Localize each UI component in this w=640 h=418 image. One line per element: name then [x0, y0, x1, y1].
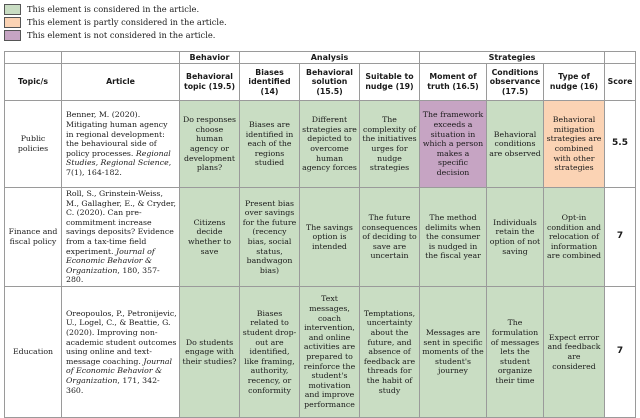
group-blank: [62, 52, 180, 64]
cell-solution: The savings option is intended: [300, 188, 360, 287]
article-text: Benner, M. (2020). Mitigating human agency in regional development: the behavioural side of policy processes.: [66, 110, 168, 158]
legend-swatch-purple: [4, 30, 21, 41]
cell-type: Behavioral mitigation strategies are combined with other strategies: [544, 101, 605, 188]
cell-solution: Different strategies are depicted to overcome human agency forces: [300, 101, 360, 188]
legend-label: This element is partly considered in the article.: [27, 17, 227, 27]
header-solution: Behavioral solution (15.5): [300, 64, 360, 101]
cell-topic: Finance and fiscal policy: [5, 188, 62, 287]
article-volume: , 180, 357-280.: [66, 265, 160, 285]
group-strategies: Strategies: [420, 52, 605, 64]
header-behavioral-topic: Behavioral topic (19.5): [180, 64, 240, 101]
article-journal: Journal of Economic Behavior & Organization: [66, 356, 173, 385]
cell-behavioral-topic: Citizens decide whether to save: [180, 188, 240, 287]
cell-score: 7: [605, 286, 636, 417]
group-header-row: [5, 52, 636, 64]
cell-behavioral-topic: Do responses choose human agency or development plans?: [180, 101, 240, 188]
cell-score: 7: [605, 188, 636, 287]
cell-behavioral-topic: Do students engage with their studies?: [180, 286, 240, 417]
cell-suitable: The complexity of the initiatives urges for nudge strategies: [360, 101, 420, 188]
article-text: Roll, S., Grinstein-Weiss, M., Gallagher, E., & Cryder, C. (2020). Can pre-commitment increase savings deposits? Evidence from a tax-time field experiment.: [66, 189, 176, 256]
group-analysis: Analysis: [240, 52, 420, 64]
cell-type: Opt-in condition and relocation of information are combined: [544, 188, 605, 287]
legend-item-considered: [4, 3, 227, 16]
cell-conditions: Individuals retain the option of not saving: [487, 188, 544, 287]
article-journal: Regional Studies, Regional Science: [66, 148, 171, 168]
table-row: [5, 286, 636, 417]
table-row: [5, 188, 636, 287]
cell-topic: Public policies: [5, 101, 62, 188]
header-article: Article: [62, 64, 180, 101]
header-type: Type of nudge (16): [544, 64, 605, 101]
article-volume: , 7(1), 164-182.: [66, 158, 172, 177]
cell-conditions: Behavioral conditions are observed: [487, 101, 544, 188]
header-biases: Biases identified (14): [240, 64, 300, 101]
cell-biases: Biases are identified in each of the regions studied: [240, 101, 300, 188]
legend-item-partly: [4, 16, 227, 29]
legend-label: This element is not considered in the article.: [27, 30, 216, 40]
article-journal: Journal of Economic Behavior & Organization: [66, 246, 155, 275]
legend-swatch-orange: [4, 17, 21, 28]
cell-topic: Education: [5, 286, 62, 417]
header-moment: Moment of truth (16.5): [420, 64, 487, 101]
header-conditions: Conditions observance (17.5): [487, 64, 544, 101]
cell-article: [62, 101, 180, 188]
group-blank: [5, 52, 62, 64]
legend-swatch-green: [4, 4, 21, 15]
cell-type: Expect error and feedback are considered: [544, 286, 605, 417]
evaluation-table: [4, 51, 636, 418]
header-topic: Topic/s: [5, 64, 62, 101]
table-row: [5, 101, 636, 188]
legend-item-not: [4, 29, 227, 42]
column-header-row: [5, 64, 636, 101]
cell-biases: Biases related to student drop-out are identified, like framing, authority, recency, or conformity: [240, 286, 300, 417]
cell-suitable: The future consequences of deciding to save are uncertain: [360, 188, 420, 287]
article-volume: , 171, 342-360.: [66, 375, 160, 395]
header-score: Score: [605, 64, 636, 101]
cell-solution: Text messages, coach intervention, and online activities are prepared to reinforce the student's motivation and improve performance: [300, 286, 360, 417]
cell-moment: The method delimits when the consumer is nudged in the fiscal year: [420, 188, 487, 287]
cell-biases: Present bias over savings for the future (recency bias, social status, bandwagon bias): [240, 188, 300, 287]
header-suitable: Suitable to nudge (19): [360, 64, 420, 101]
cell-article: [62, 188, 180, 287]
group-behavior: Behavior: [180, 52, 240, 64]
cell-conditions: The formulation of messages lets the student organize their time: [487, 286, 544, 417]
legend: [4, 3, 227, 42]
cell-moment: Messages are sent in specific moments of the student's journey: [420, 286, 487, 417]
article-text: Oreopoulos, P., Petronijevic, U., Logel, C., & Beattie, G. (2020). Improving non-academic student outcomes using online and text-message coaching.: [66, 308, 177, 366]
group-blank: [605, 52, 636, 64]
cell-article: [62, 286, 180, 417]
cell-suitable: Temptations, uncertainty about the future, and absence of feedback are threads for the habit of study: [360, 286, 420, 417]
cell-moment: The framework exceeds a situation in which a person makes a specific decision: [420, 101, 487, 188]
legend-label: This element is considered in the article.: [27, 4, 200, 14]
cell-score: 5.5: [605, 101, 636, 188]
